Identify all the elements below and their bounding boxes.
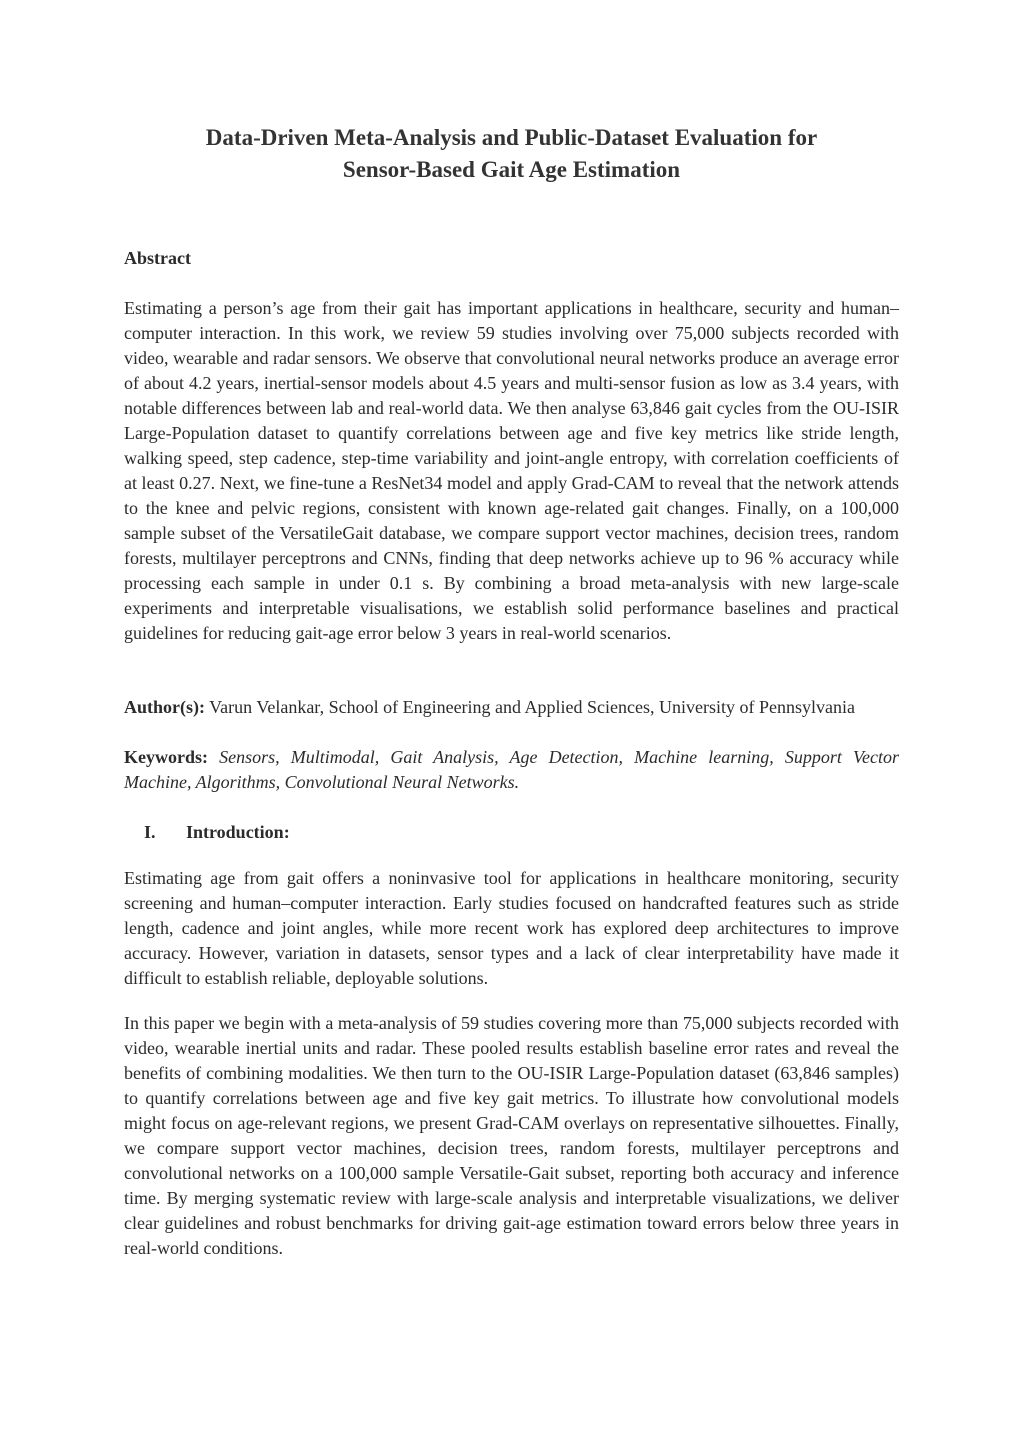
- abstract-heading: Abstract: [124, 248, 191, 268]
- authors-label: Author(s):: [124, 697, 205, 717]
- section-number: I.: [144, 822, 156, 842]
- paper-title: [124, 122, 899, 186]
- intro-paragraph-1: Estimating age from gait offers a noninvasive tool for applications in healthcare monitoring, security screening and human–computer interaction. Early studies focused on handcrafted features such as stride length, cadence and joint angles, while more recent work has explored deep architectures to improve accuracy. However, variation in datasets, sensor types and a lack of clear interpretability have made it difficult to establish reliable, deployable solutions.: [124, 868, 899, 988]
- section-heading-introduction: [144, 820, 290, 845]
- abstract-text: Estimating a person’s age from their gait has important applications in healthcare, security and human–computer interaction. In this work, we review 59 studies involving over 75,000 subjects recorded with video, wearable and radar sensors. We observe that convolutional neural networks produce an average error of about 4.2 years, inertial-sensor models about 4.5 years and multi-sensor fusion as low as 3.4 years, with notable differences between lab and real-world data. We then analyse 63,846 gait cycles from the OU-ISIR Large-Population dataset to quantify correlations between age and five key metrics like stride length, walking speed, step cadence, step-time variability and joint-angle entropy, with correlation coefficients of at least 0.27. Next, we fine-tune a ResNet34 model and apply Grad-CAM to reveal that the network attends to the knee and pelvic regions, consistent with known age-related gait changes. Finally, on a 100,000 sample subset of the VersatileGait database, we compare support vector machines, decision trees, random forests, multilayer perceptrons and CNNs, finding that deep networks achieve up to 96 % accuracy while processing each sample in under 0.1 s. By combining a broad meta-analysis with new large-scale experiments and interpretable visualisations, we establish solid performance baselines and practical guidelines for reducing gait-age error below 3 years in real-world scenarios.: [124, 298, 899, 643]
- keywords-line: [124, 745, 899, 795]
- title-line-2: Sensor-Based Gait Age Estimation: [342, 157, 681, 182]
- intro-paragraph-2: In this paper we begin with a meta‐analysis of 59 studies covering more than 75,000 subjects recorded with video, wearable inertial units and radar. These pooled results establish baseline error rates and reveal the benefits of combining modalities. We then turn to the OU-ISIR Large-Population dataset (63,846 samples) to quantify correlations between age and five key gait metrics. To illustrate how convolutional models might focus on age-relevant regions, we present Grad-CAM overlays on representative silhouettes. Finally, we compare support vector machines, decision trees, random forests, multilayer perceptrons and convolutional networks on a 100,000 sample Versatile-Gait subset, reporting both accuracy and inference time. By merging systematic review with large-scale analysis and interpretable visualizations, we deliver clear guidelines and robust benchmarks for driving gait‐age estimation toward errors below three years in real-world conditions.: [124, 1013, 899, 1258]
- keywords-label: Keywords:: [124, 747, 208, 767]
- authors-text: Varun Velankar, School of Engineering and Applied Sciences, University of Pennsylvania: [205, 697, 855, 717]
- keywords-text: Sensors, Multimodal, Gait Analysis, Age Detection, Machine learning, Support Vector Machine, Algorithms, Convolutional Neural Networks.: [124, 747, 899, 792]
- section-title: Introduction:: [186, 822, 290, 842]
- authors-line: [124, 695, 899, 720]
- title-line-1: Data-Driven Meta-Analysis and Public-Dataset Evaluation for: [205, 125, 818, 150]
